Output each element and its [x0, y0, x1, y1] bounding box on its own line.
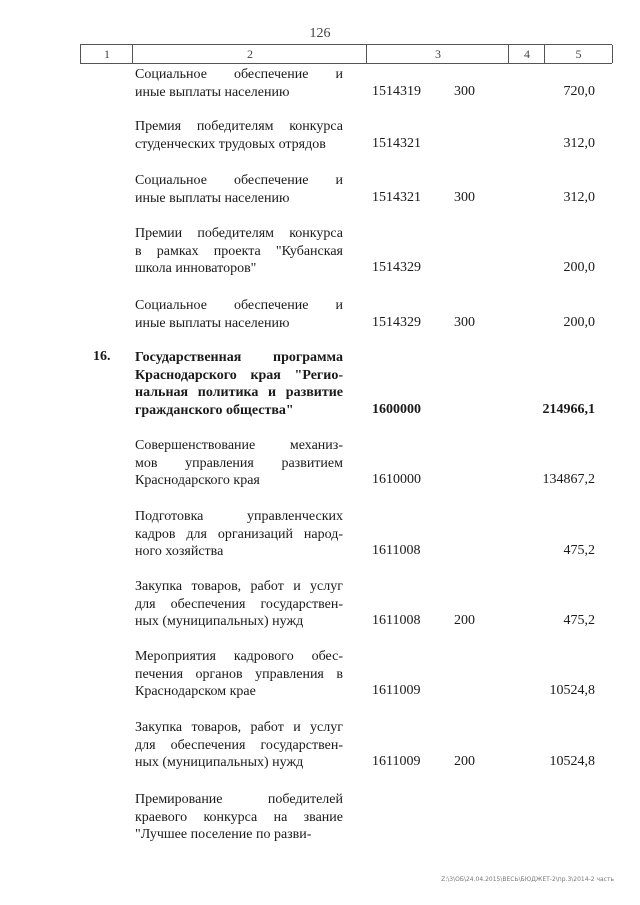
row-amount: 10524,8 [549, 683, 595, 698]
header-col-3: 3 [366, 45, 509, 63]
row-amount: 200,0 [563, 260, 595, 275]
row-name-line: школа инноваторов" [135, 261, 257, 276]
row-amount: 475,2 [563, 613, 595, 628]
row-code: 1610000 [372, 472, 421, 487]
row-name-line: Государственная программа [135, 350, 343, 365]
row-name-line: студенческих трудовых отрядов [135, 136, 326, 152]
row-name-line: для обеспечения государствен- [135, 737, 343, 753]
row-amount: 312,0 [563, 189, 595, 205]
row-name [135, 118, 343, 153]
row-name-line: Социальное обеспечение и [135, 67, 343, 82]
row-name [135, 349, 343, 419]
header-col-2: 2 [132, 45, 367, 63]
row-expense-type: 300 [454, 83, 475, 99]
row-code: 1611009 [372, 754, 421, 769]
row-name [135, 437, 343, 490]
row-name [135, 297, 343, 332]
row-code: 1514321 [372, 189, 421, 205]
row-name [135, 648, 343, 701]
row-code: 1600000 [372, 401, 421, 417]
row-name-line: иные выплаты населению [135, 84, 290, 100]
row-name-line: ных (муниципальных) нужд [135, 614, 304, 629]
footer-path-note: Z:\3\ОБ\24.04.2015\ВЕСЬ\БЮДЖЕТ-2\пр.3\2014-2 часть [441, 876, 614, 883]
row-name-line: Премия победителям конкурса [135, 119, 343, 134]
row-name-line: печения органов управления в [135, 666, 343, 682]
row-expense-type: 200 [454, 754, 475, 769]
row-name-line: нальная политика и развитие [135, 385, 343, 400]
row-amount: 10524,8 [549, 754, 595, 769]
row-name-line: Премирование победителей [135, 792, 343, 807]
row-expense-type: 300 [454, 314, 475, 330]
row-amount: 475,2 [563, 543, 595, 558]
row-name-line: Краснодарского края "Регио- [135, 367, 343, 383]
header-col-4: 4 [508, 45, 545, 63]
row-name-line: в рамках проекта "Кубанская [135, 243, 343, 259]
row-name-line: Социальное обеспечение и [135, 173, 343, 188]
row-name-line: Мероприятия кадрового обес- [135, 649, 343, 664]
row-name [135, 172, 343, 207]
row-name-line: Закупка товаров, работ и услуг [135, 720, 343, 735]
row-name-line: краевого конкурса на звание [135, 809, 343, 825]
row-name [135, 508, 343, 561]
row-name [135, 578, 343, 631]
row-name-line: Социальное обеспечение и [135, 298, 343, 313]
row-name-line: ного хозяйства [135, 544, 224, 559]
row-name-line: "Лучшее поселение по разви- [135, 827, 312, 842]
row-amount: 200,0 [563, 314, 595, 330]
row-code: 1514329 [372, 260, 421, 275]
row-name [135, 66, 343, 101]
row-number: 16. [93, 349, 111, 364]
row-name-line: мов управления развитием [135, 455, 343, 471]
row-expense-type: 300 [454, 189, 475, 205]
page-number: 126 [309, 26, 331, 41]
row-name-line: кадров для организаций народ- [135, 526, 343, 542]
row-amount: 214966,1 [542, 401, 595, 417]
row-code: 1611008 [372, 613, 421, 628]
row-name-line: Краснодарском крае [135, 684, 256, 699]
row-name [135, 225, 343, 278]
row-expense-type: 200 [454, 613, 475, 628]
row-code: 1611008 [372, 543, 421, 558]
header-col-5: 5 [544, 45, 613, 63]
row-name-line: для обеспечения государствен- [135, 596, 343, 612]
row-code: 1514319 [372, 83, 421, 99]
row-code: 1514321 [372, 135, 421, 151]
row-name-line: Подготовка управленческих [135, 509, 343, 524]
row-amount: 720,0 [563, 83, 595, 99]
row-code: 1611009 [372, 683, 421, 698]
row-name-line: иные выплаты населению [135, 315, 290, 331]
header-col-1: 1 [80, 45, 133, 63]
row-amount: 312,0 [563, 135, 595, 151]
row-name [135, 719, 343, 772]
row-name [135, 791, 343, 844]
table-header [80, 44, 612, 64]
row-name-line: Краснодарского края [135, 473, 260, 488]
row-name-line: Совершенствование механиз- [135, 438, 343, 453]
row-name-line: Закупка товаров, работ и услуг [135, 579, 343, 594]
row-name-line: ных (муниципальных) нужд [135, 755, 304, 770]
row-code: 1514329 [372, 314, 421, 330]
row-amount: 134867,2 [542, 472, 595, 487]
row-name-line: гражданского общества" [135, 402, 294, 418]
row-name-line: Премии победителям конкурса [135, 226, 343, 241]
row-name-line: иные выплаты населению [135, 190, 290, 206]
